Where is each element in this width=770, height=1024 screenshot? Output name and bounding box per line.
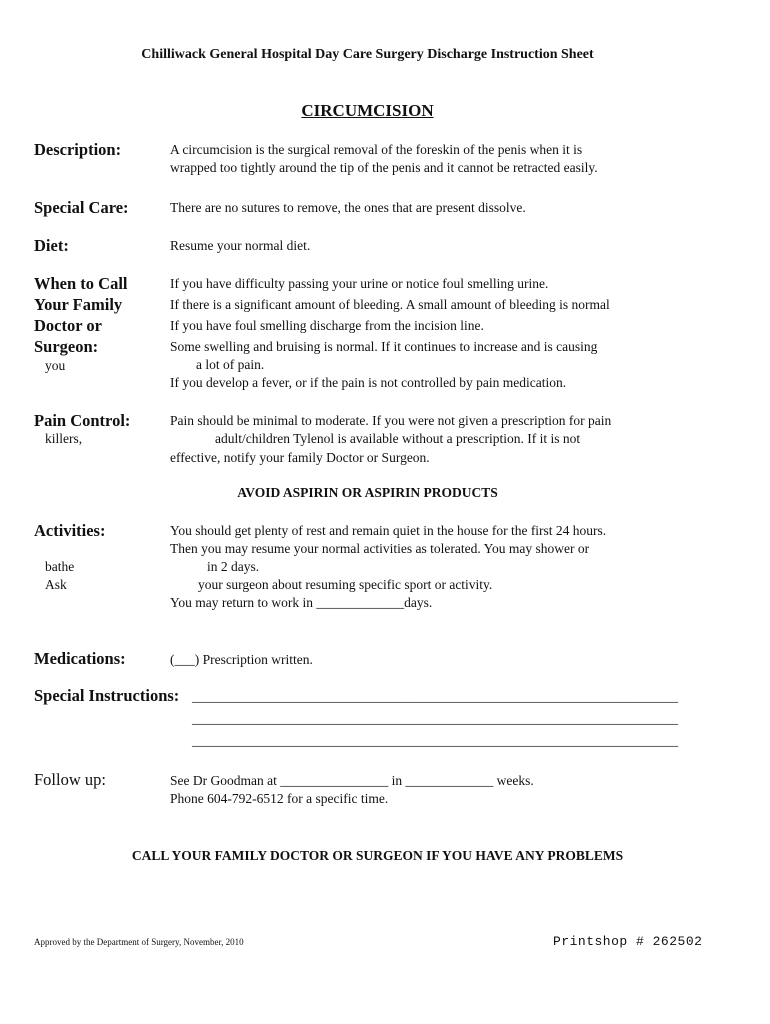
diet-text: Resume your normal diet. (170, 238, 311, 253)
document-header: Chilliwack General Hospital Day Care Surgery Discharge Instruction Sheet (141, 47, 594, 62)
description-line-1: A circumcision is the surgical removal of the foreskin of the penis when it is (170, 142, 583, 157)
activities-sub-label-1: bathe (45, 559, 75, 574)
when-to-call-label-2: Your Family (34, 295, 123, 314)
activities-line-2: Then you may resume your normal activities as tolerated. You may shower or (170, 541, 590, 556)
diet-label: Diet: (34, 236, 69, 255)
when-to-call-label-1: When to Call (34, 274, 128, 293)
pain-control-sub-label: killers, (45, 431, 83, 446)
aspirin-warning: AVOID ASPIRIN OR ASPIRIN PRODUCTS (237, 485, 498, 500)
follow-up-line-2: Phone 604-792-6512 for a specific time. (170, 791, 389, 806)
activities-sub-label-2: Ask (45, 577, 67, 592)
when-to-call-line-6: If you develop a fever, or if the pain is not controlled by pain medication. (170, 375, 567, 390)
when-to-call-line-2: If there is a significant amount of bleeding. A small amount of bleeding is normal (170, 297, 610, 312)
follow-up-line-1: See Dr Goodman at ________________ in _____________ weeks. (170, 773, 534, 788)
when-to-call-line-5: a lot of pain. (196, 357, 265, 372)
description-line-2: wrapped too tightly around the tip of the penis and it cannot be retracted easily. (170, 160, 598, 175)
page-title: CIRCUMCISION (301, 101, 434, 120)
activities-line-3: in 2 days. (207, 559, 260, 574)
special-instructions-line-2: ________________________________________________________________________ (192, 711, 678, 726)
special-instructions-line-1: ________________________________________________________________________ (192, 689, 678, 704)
activities-line-5: You may return to work in _____________days. (170, 595, 433, 610)
special-instructions-label: Special Instructions: (34, 686, 180, 705)
pain-control-line-3: effective, notify your family Doctor or Surgeon. (170, 450, 430, 465)
when-to-call-line-4: Some swelling and bruising is normal. If it continues to increase and is causing (170, 339, 598, 354)
when-to-call-line-3: If you have foul smelling discharge from the incision line. (170, 318, 484, 333)
printshop-number: Printshop # 262502 (553, 934, 703, 949)
activities-line-1: You should get plenty of rest and remain quiet in the house for the first 24 hours. (170, 523, 607, 538)
activities-line-4: your surgeon about resuming specific sport or activity. (198, 577, 493, 592)
special-instructions-line-3: ________________________________________________________________________ (192, 733, 678, 748)
approval-note: Approved by the Department of Surgery, November, 2010 (34, 937, 244, 947)
pain-control-line-2: adult/children Tylenol is available without a prescription. If it is not (215, 431, 581, 446)
when-to-call-sub-label: you (45, 358, 66, 373)
medications-label: Medications: (34, 649, 126, 668)
description-label: Description: (34, 140, 122, 159)
when-to-call-line-1: If you have difficulty passing your urine or notice foul smelling urine. (170, 276, 549, 291)
when-to-call-label-3: Doctor or (34, 316, 102, 335)
follow-up-label: Follow up: (34, 770, 106, 789)
activities-label: Activities: (34, 521, 106, 540)
special-care-label: Special Care: (34, 198, 129, 217)
medications-text: (___) Prescription written. (170, 652, 313, 667)
when-to-call-label-4: Surgeon: (34, 337, 99, 356)
pain-control-line-1: Pain should be minimal to moderate. If you were not given a prescription for pain (170, 413, 612, 428)
call-notice: CALL YOUR FAMILY DOCTOR OR SURGEON IF YOU HAVE ANY PROBLEMS (131, 848, 624, 863)
special-care-text: There are no sutures to remove, the ones that are present dissolve. (170, 200, 526, 215)
pain-control-label: Pain Control: (34, 411, 131, 430)
